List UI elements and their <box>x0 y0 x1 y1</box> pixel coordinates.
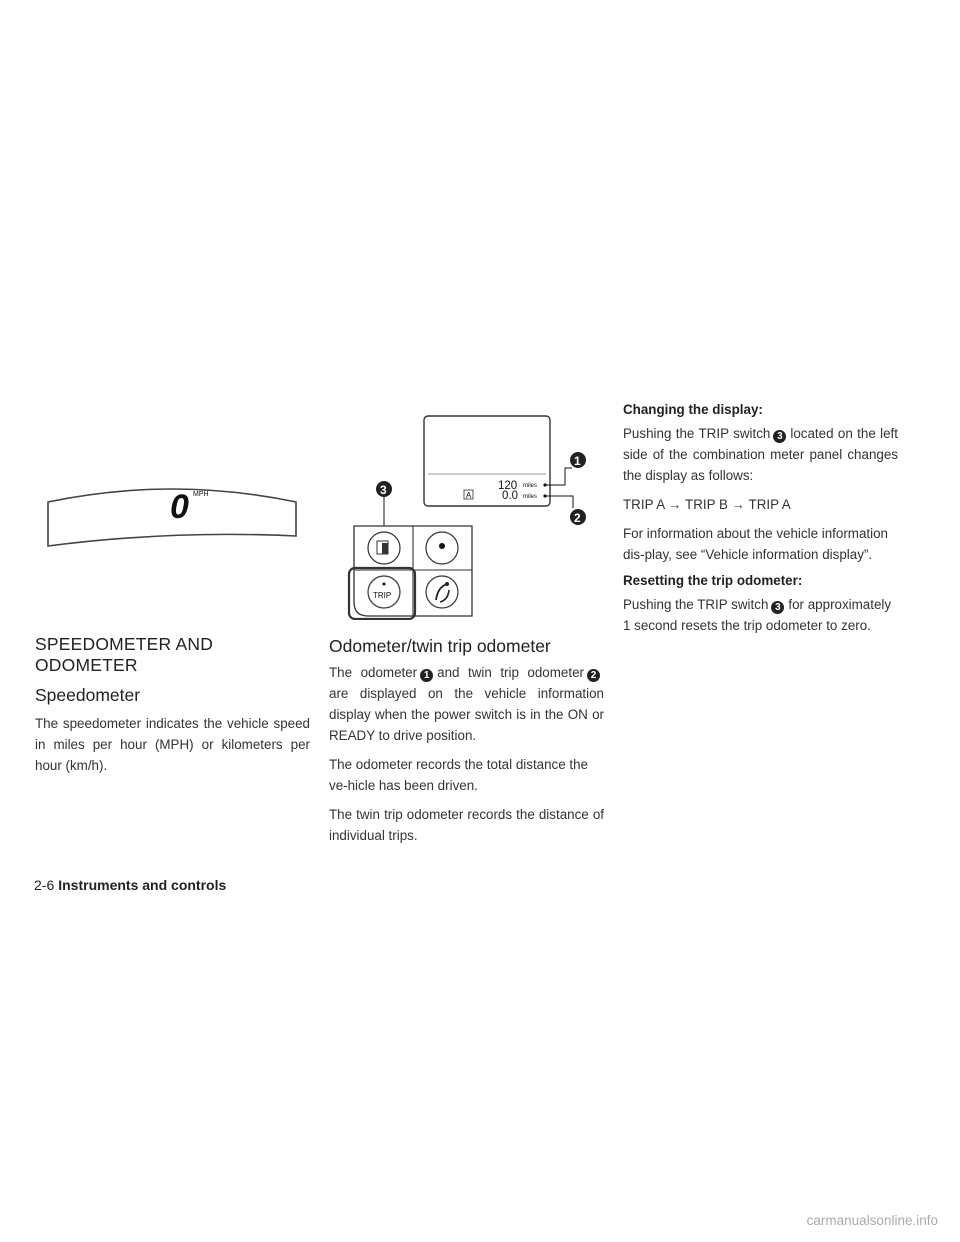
paragraph: Pushing the TRIP switch 3 for approximately 1 second resets the trip odometer to zero. <box>623 597 892 633</box>
callout-3: 3 <box>380 483 387 497</box>
trip-button-label: TRIP <box>373 591 392 600</box>
odometer-text <box>329 662 604 846</box>
page-footer <box>34 877 226 895</box>
changing-display-text <box>623 423 898 565</box>
paragraph: TRIP A → TRIP B → TRIP A <box>623 497 791 512</box>
section-heading: SPEEDOMETER AND ODOMETER <box>35 634 214 675</box>
trip-value: 0.0 <box>502 490 518 502</box>
odometer-unit: miles <box>523 483 538 489</box>
column-2 <box>329 636 604 854</box>
watermark: carmanualsonline.info <box>806 1213 938 1228</box>
changing-display-heading: Changing the display: <box>623 402 763 417</box>
speedometer-text <box>35 713 310 776</box>
paragraph: The twin trip odometer records the distance of individual trips. <box>329 807 604 843</box>
resetting-heading: Resetting the trip odometer: <box>623 573 803 588</box>
page-number: 2-6 <box>34 877 55 893</box>
resetting-text <box>623 594 898 636</box>
callout-1: 1 <box>574 454 581 468</box>
callout-1-inline: 1 <box>420 669 433 682</box>
subsection-heading: Speedometer <box>35 685 141 705</box>
callout-3-inline: 3 <box>771 601 784 614</box>
paragraph: The odometer 1 and twin trip odometer 2are displayed on the vehicle information display when the power switch is in the ON or READY to drive position. <box>329 665 604 743</box>
speedometer-figure <box>40 478 305 554</box>
paragraph: The speedometer indicates the vehicle speed in miles per hour (MPH) or kilometers per hour (km/h). <box>35 716 310 773</box>
paragraph: For information about the vehicle information dis-play, see “Vehicle information display”. <box>623 526 888 562</box>
speed-unit: MPH <box>193 491 209 498</box>
callout-2: 2 <box>574 511 581 525</box>
column-1 <box>35 634 310 784</box>
odometer-figure <box>340 410 600 620</box>
column-3 <box>623 402 898 644</box>
odometer-value: 120 <box>498 480 518 492</box>
callout-3-inline: 3 <box>773 430 786 443</box>
paragraph: Pushing the TRIP switch 3 located on the left side of the combination meter panel changes the display as follows: <box>623 426 899 483</box>
trip-letter: A <box>466 491 472 500</box>
trip-unit: miles <box>523 494 538 500</box>
callout-2-inline: 2 <box>587 669 600 682</box>
speed-value: 0 <box>170 488 189 526</box>
paragraph: The odometer records the total distance the ve-hicle has been driven. <box>329 757 589 793</box>
subsection-heading: Odometer/twin trip odometer <box>329 636 551 656</box>
chapter-title: Instruments and controls <box>58 877 227 893</box>
